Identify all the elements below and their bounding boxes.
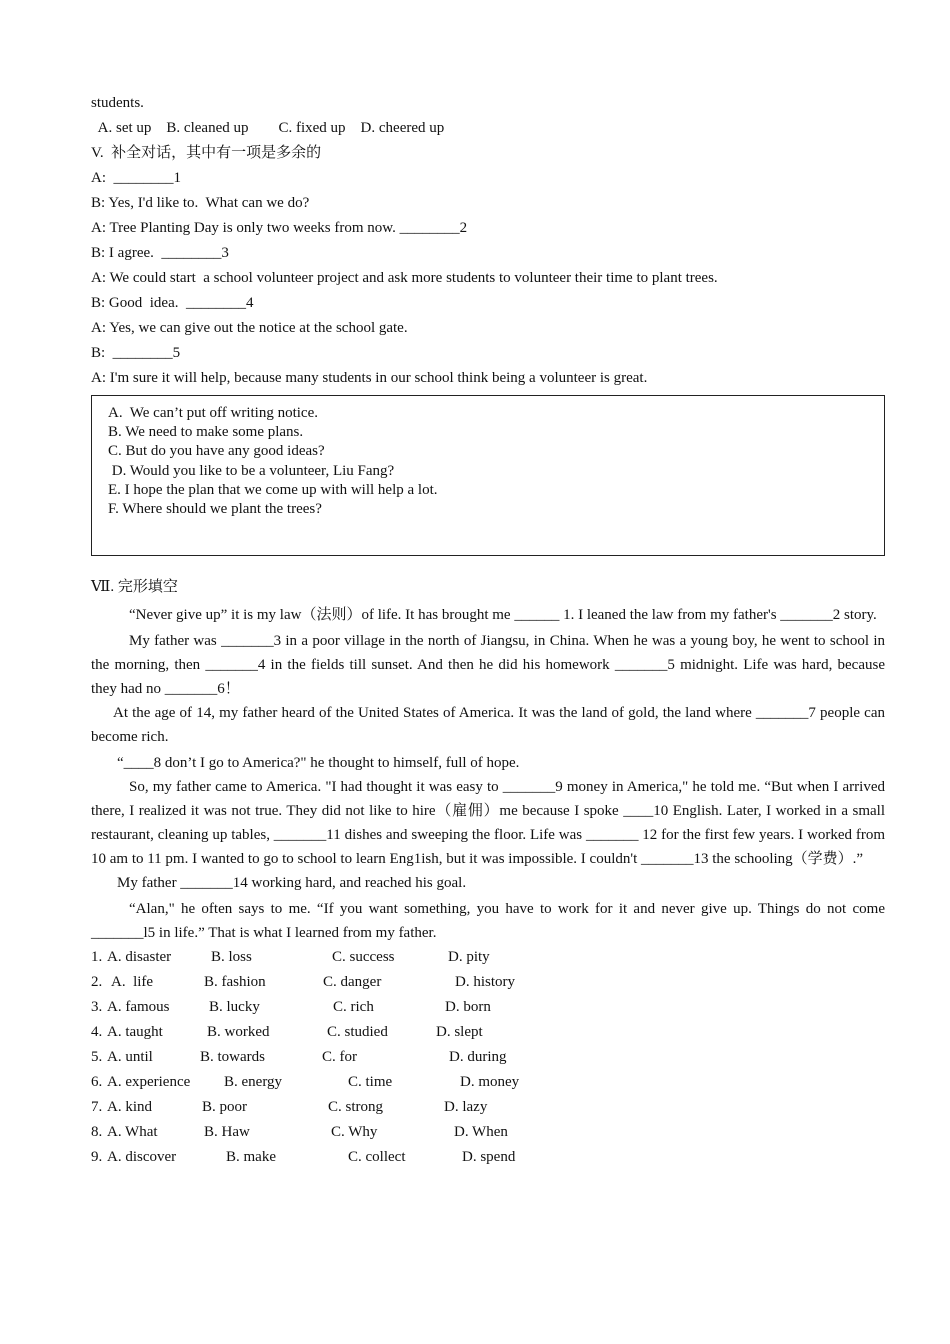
choice-b: B. loss <box>211 949 252 965</box>
dialogue-line: A: ________1 <box>91 170 181 186</box>
choice-d: D. lazy <box>444 1099 488 1115</box>
choice-a: A. disaster <box>107 949 172 965</box>
cloze-passage <box>91 603 885 945</box>
choice-row <box>91 998 885 1023</box>
choice-a: A. discover <box>107 1149 177 1165</box>
choice-d: D. When <box>454 1124 508 1140</box>
choice-row <box>91 1023 885 1048</box>
choice-d: D. during <box>449 1049 507 1065</box>
question-number: 1. <box>91 949 103 965</box>
option-item: B. We need to make some plans. <box>108 424 304 441</box>
choice-b: B. fashion <box>204 974 266 990</box>
choice-b: B. towards <box>200 1049 265 1065</box>
option-item: E. I hope the plan that we come up with will help a lot. <box>108 481 438 498</box>
choice-c: C. rich <box>333 999 374 1015</box>
passage-paragraph: My father _______14 working hard, and reached his goal. <box>117 875 467 891</box>
choice-b: B. make <box>226 1149 276 1165</box>
section-5-heading: V. 补全对话，其中有一项是多余的 <box>91 145 322 161</box>
choice-c: C. studied <box>327 1024 388 1040</box>
passage-paragraph: So, my father came to America. "I had thought it was easy to _______9 money in America," he told me. “But when I arrived there, I realized it was not true. They did not like to hire（雇佣）me because I spoke ____10 English. Later, I worked in a small restaurant, cleaning up tables, _______11 dishes and sweeping the floor. Life was _______ 12 for the first few years. I worked from 10 am to 11 pm. I wanted to go to school to learn Eng1ish, but it was impossible. I couldn't _______13 the schooling（学费）.” <box>91 779 885 867</box>
choice-d: D. money <box>460 1074 520 1090</box>
choice-row <box>91 1073 885 1098</box>
choice-a: A. kind <box>107 1099 152 1115</box>
passage-paragraph: “____8 don’t I go to America?" he thought to himself, full of hope. <box>117 755 520 771</box>
choice-b: B. lucky <box>209 999 260 1015</box>
dialogue-line: B: Good idea. ________4 <box>91 295 254 311</box>
passage-paragraph: At the age of 14, my father heard of the United States of America. It was the land of gold, the land where _______7 people can become rich. <box>91 705 885 745</box>
worksheet-page <box>91 94 885 1173</box>
passage-paragraph: “Alan," he often says to me. “If you want something, you have to work for it and never give up. Things do not come _______l5 in life.” That is what I learned from my father. <box>91 901 885 941</box>
dialogue-line: A: Tree Planting Day is only two weeks from now. ________2 <box>91 220 468 236</box>
choice-row <box>91 948 885 973</box>
choice-a: A. life <box>111 974 154 990</box>
question-number: 8. <box>91 1124 103 1140</box>
dialogue <box>91 169 885 392</box>
choice-a: A. experience <box>107 1074 191 1090</box>
previous-question-options: A. set up B. cleaned up C. fixed up D. cheered up <box>91 120 445 136</box>
previous-question-tail: students. <box>91 95 144 111</box>
question-number: 5. <box>91 1049 103 1065</box>
question-number: 7. <box>91 1099 103 1115</box>
choice-d: D. slept <box>436 1024 483 1040</box>
choice-row <box>91 1123 885 1148</box>
passage-paragraph: “Never give up” it is my law（法则）of life. It has brought me ______ 1. I leaned the law from my father's _______2 story. <box>129 607 877 623</box>
choice-b: B. worked <box>207 1024 270 1040</box>
passage-paragraph: My father was _______3 in a poor village in the north of Jiangsu, in China. When he was a young boy, he went to school in the morning, then _______4 in the fields till sunset. And then he did his homework _______5 midnight. Life was hard, because they had no _______6！ <box>91 633 885 697</box>
choice-c: C. for <box>322 1049 357 1065</box>
choice-c: C. time <box>348 1074 393 1090</box>
option-item: A. We can’t put off writing notice. <box>108 405 318 421</box>
question-number: 4. <box>91 1024 103 1040</box>
choice-row <box>91 1148 885 1173</box>
choice-a: A. until <box>107 1049 153 1065</box>
choice-a: A. taught <box>107 1024 163 1040</box>
choice-b: B. Haw <box>204 1124 250 1140</box>
dialogue-options-box <box>91 395 885 556</box>
choice-row <box>91 1098 885 1123</box>
question-number: 3. <box>91 999 103 1015</box>
choice-c: C. strong <box>328 1099 384 1115</box>
choice-c: C. danger <box>323 974 382 990</box>
choice-b: B. poor <box>202 1099 247 1115</box>
dialogue-line: A: We could start a school volunteer project and ask more students to volunteer their time to plant trees. <box>91 270 718 286</box>
dialogue-line: B: I agree. ________3 <box>91 245 229 261</box>
option-item: C. But do you have any good ideas? <box>108 443 325 460</box>
choice-a: A. What <box>107 1124 158 1140</box>
question-number: 6. <box>91 1074 103 1090</box>
dialogue-line: A: I'm sure it will help, because many students in our school think being a volunteer is great. <box>91 370 648 386</box>
choice-b: B. energy <box>224 1074 283 1090</box>
dialogue-line: B: Yes, I'd like to. What can we do? <box>91 195 310 211</box>
choice-d: D. born <box>445 999 491 1015</box>
answer-choices <box>91 948 885 1173</box>
choice-c: C. collect <box>348 1149 406 1165</box>
choice-d: D. pity <box>448 949 490 965</box>
question-number: 9. <box>91 1149 103 1165</box>
dialogue-line: A: Yes, we can give out the notice at the school gate. <box>91 320 408 336</box>
option-item: F. Where should we plant the trees? <box>108 500 322 517</box>
choice-a: A. famous <box>107 999 170 1015</box>
choice-row <box>91 973 885 998</box>
choice-c: C. success <box>332 949 395 965</box>
dialogue-line: B: ________5 <box>91 345 181 361</box>
question-number: 2. <box>91 974 106 990</box>
choice-row <box>91 1048 885 1073</box>
section-7-heading: Ⅶ. 完形填空 <box>91 579 178 595</box>
choice-d: D. spend <box>462 1149 516 1165</box>
choice-c: C. Why <box>331 1124 378 1140</box>
choice-d: D. history <box>455 974 515 990</box>
option-item: D. Would you like to be a volunteer, Liu Fang? <box>108 462 395 479</box>
